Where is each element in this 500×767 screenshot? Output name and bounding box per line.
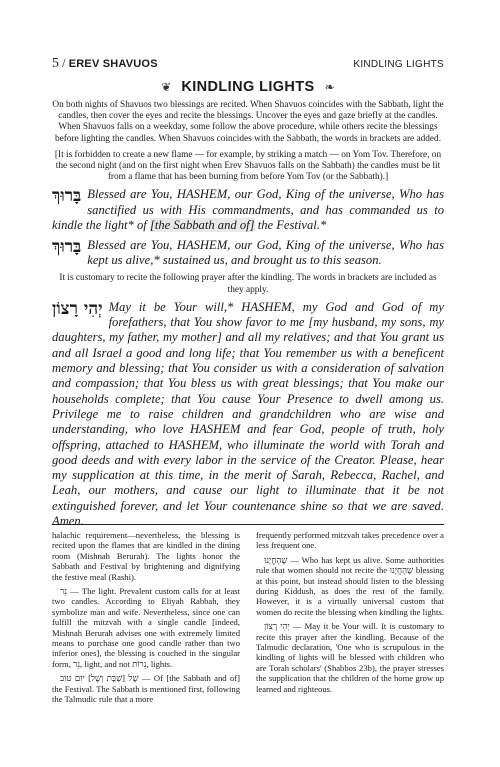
blessing-kindle-hebrew: בָּרוּךְ bbox=[52, 186, 82, 207]
blessing-kindle-text-a: Blessed are You, HASHEM, our God, King of the universe, Who has sanctified us with His commandments, and has commanded us to kindle the light* of bbox=[52, 187, 444, 233]
blessing-kindle-text-b: the Festival.* bbox=[254, 218, 327, 233]
running-head-left bbox=[52, 56, 158, 72]
intro-paragraph: On both nights of Shavuos two blessings are recited. When Shavuos coincides with the Sabbath, light the candles, then cover the eyes and recite the blessings. Uncover the eyes and gaze briefly at the candles. When Shavuos falls on a weekday, some follow the above procedure, while others recite the blessings before lighting the candles. When Shavuos coincides with the Sabbath, the words in brackets are added. bbox=[52, 100, 444, 144]
page-number: 5 bbox=[52, 56, 59, 71]
commentary-paragraph: יְהִי רָצוֹן — May it be Your will. It is customary to recite this prayer after the kindling. Because of the Talmudic declaration, 'One who is scrupulous in the kindling of lights will be blessed with children who are Torah scholars' (Shabbos 23b), the prayer stresses the supplication that the children of the home grow up learned and righteous. bbox=[256, 621, 444, 694]
right-ornament-icon: ❧ bbox=[324, 80, 335, 94]
commentary bbox=[52, 530, 444, 709]
yehi-ratzon-hebrew: יְהִי רָצוֹן bbox=[52, 298, 103, 319]
commentary-paragraph: halachic requirement—nevertheless, the blessing is recited upon the flames that are kindled in the dining room (Mishnah Berurah). The lights honor the Sabbath and Festival by brightening and dignifying the festive meal (Rashi). bbox=[52, 530, 240, 582]
running-head bbox=[52, 56, 444, 72]
prayer-instruction: It is customary to recite the following prayer after the kindling. The words in brackets are included as they apply. bbox=[59, 273, 437, 295]
yehi-ratzon-text: May it be Your will,* HASHEM, my God and God of my forefathers, that You show favor to me [my husband, my sons, my daughters, my father, my mother] and all my relatives; and that You grant us and all Israel a good and long life; that You remember us with a beneficent memory and blessing; that You consider us with a consideration of salvation and compassion; that You bless us with great blessings; that You make our households complete; that You cause Your Presence to dwell among us. Privilege me to raise children and grandchildren who are wise and understanding, who love HASHEM and fear God, people of truth, holy offspring, attached to HASHEM, who illuminate the world with Torah and good deeds and with every labor in the service of the Creator. Please, hear my supplication at this time, in the merit of Sarah, Rebecca, Rachel, and Leah, our mothers, and cause our light to illuminate that it be not extinguished forever, and let Your countenance shine so that we are saved. Amen. bbox=[52, 299, 444, 529]
yom-tov-note: [It is forbidden to create a new flame — for example, by striking a match — on Yom Tov. Therefore, on the second night (and on the first night when Erev Shavuos falls on the Sabbath) the candles must be lit from a flame that has been burning from before Yom Tov (or the Sabbath).] bbox=[54, 149, 442, 183]
section-name: EREV SHAVUOS bbox=[68, 58, 158, 70]
blessing-shehecheyanu-text: Blessed are You, HASHEM, our God, King of the universe, Who has kept us alive,* sustained us, and brought us to this season. bbox=[87, 237, 444, 268]
blessing-shehecheyanu-hebrew: בָּרוּךְ bbox=[52, 236, 82, 257]
title-row bbox=[52, 78, 444, 96]
blessing-kindle-bracketed: [the Sabbath and of] bbox=[149, 218, 255, 233]
page-title: KINDLING LIGHTS bbox=[181, 79, 315, 95]
commentary-paragraph: נֵר — The light. Prevalent custom calls for at least two candles. According to Eliyah Rabbah, they symbolize man and wife. Nevertheless, since one can fulfill the mitzvah with a single candle [indeed, Mishnah Berurah advises one with extremely limited means to purchase one good candle rather than two inferior ones], the blessing is couched in the singular form, נֵר, light, and not נֵרוֹת, lights. bbox=[52, 586, 240, 669]
main-text bbox=[52, 100, 444, 529]
commentary-divider bbox=[52, 524, 444, 525]
yehi-ratzon-prayer bbox=[52, 300, 444, 529]
commentary-paragraph: שֶׁל [שַׁבָּת וְשֶׁל] יוֹם טוֹב — Of [the Sabbath and of] the Festival. The Sabbath is mentioned first, following the Talmudic rule that a more bbox=[52, 673, 240, 705]
commentary-left-column bbox=[52, 530, 240, 709]
blessing-kindle bbox=[52, 187, 444, 233]
blessing-shehecheyanu bbox=[52, 238, 444, 269]
commentary-right-column bbox=[256, 530, 444, 709]
left-ornament-icon: ❦ bbox=[161, 80, 172, 94]
running-head-right: KINDLING LIGHTS bbox=[353, 59, 444, 70]
running-head-separator: / bbox=[62, 56, 66, 70]
commentary-paragraph: frequently performed mitzvah takes precedence over a less frequent one. bbox=[256, 530, 444, 551]
commentary-paragraph: שֶׁהֶחֱיָנוּ — Who has kept us alive. Some authorities rule that women should not recite the שֶׁהֶחֱיָנוּ blessing at this point, but instead should listen to the blessing during Kiddush, as does the rest of the family. However, it is a virtually universal custom that women do recite the blessing when kindling the lights. bbox=[256, 554, 444, 617]
